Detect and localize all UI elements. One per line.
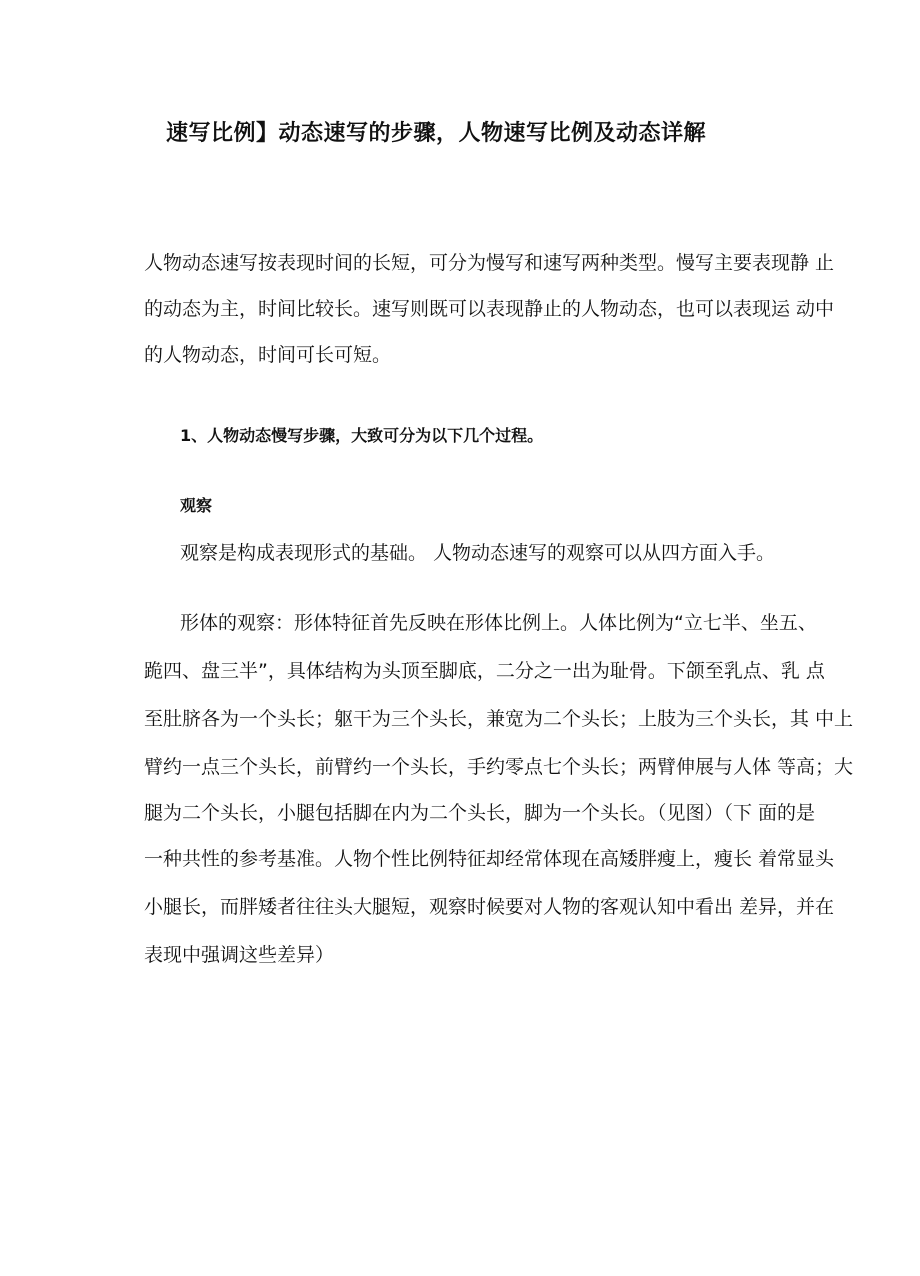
form-line-3: 至肚脐各为一个头长；躯干为三个头长，兼宽为二个头长；上肢为三个头长，其 中上 xyxy=(144,708,854,730)
subheading-observe: 观察 xyxy=(180,496,213,515)
form-line-6: 一种共性的参考基准。人物个性比例特征却经常体现在高矮胖瘦上，瘦长 着常显头 xyxy=(144,848,835,870)
observe-paragraph: 观察是构成表现形式的基础。 人物动态速写的观察可以从四方面入手。 xyxy=(180,542,776,564)
intro-line-1: 人物动态速写按表现时间的长短，可分为慢写和速写两种类型。慢写主要表现静 止 xyxy=(144,252,835,274)
form-line-4: 臂约一点三个头长，前臂约一个头长，手约零点七个头长；两臂伸展与人体 等高；大 xyxy=(144,756,854,778)
form-line-8: 表现中强调这些差异） xyxy=(144,944,335,966)
form-line-5: 腿为二个头长，小腿包括脚在内为二个头长，脚为一个头长。（见图）（下 面的是 xyxy=(144,802,816,824)
document-title: 速写比例】动态速写的步骤，人物速写比例及动态详解 xyxy=(166,121,707,146)
intro-line-3: 的人物动态，时间可长可短。 xyxy=(144,344,392,366)
intro-line-2: 的动态为主，时间比较长。速写则既可以表现静止的人物动态，也可以表现运 动中 xyxy=(144,298,835,320)
form-line-7: 小腿长，而胖矮者往往头大腿短，观察时候要对人物的客观认知中看出 差异，并在 xyxy=(144,896,835,918)
form-line-1: 形体的观察：形体特征首先反映在形体比例上。人体比例为“立七半、坐五、 xyxy=(180,612,817,634)
section-heading: 1、人物动态慢写步骤，大致可分为以下几个过程。 xyxy=(180,426,544,445)
form-line-2: 跪四、盘三半”，具体结构为头顶至脚底，二分之一出为耻骨。下颌至乳点、乳 点 xyxy=(144,660,825,682)
